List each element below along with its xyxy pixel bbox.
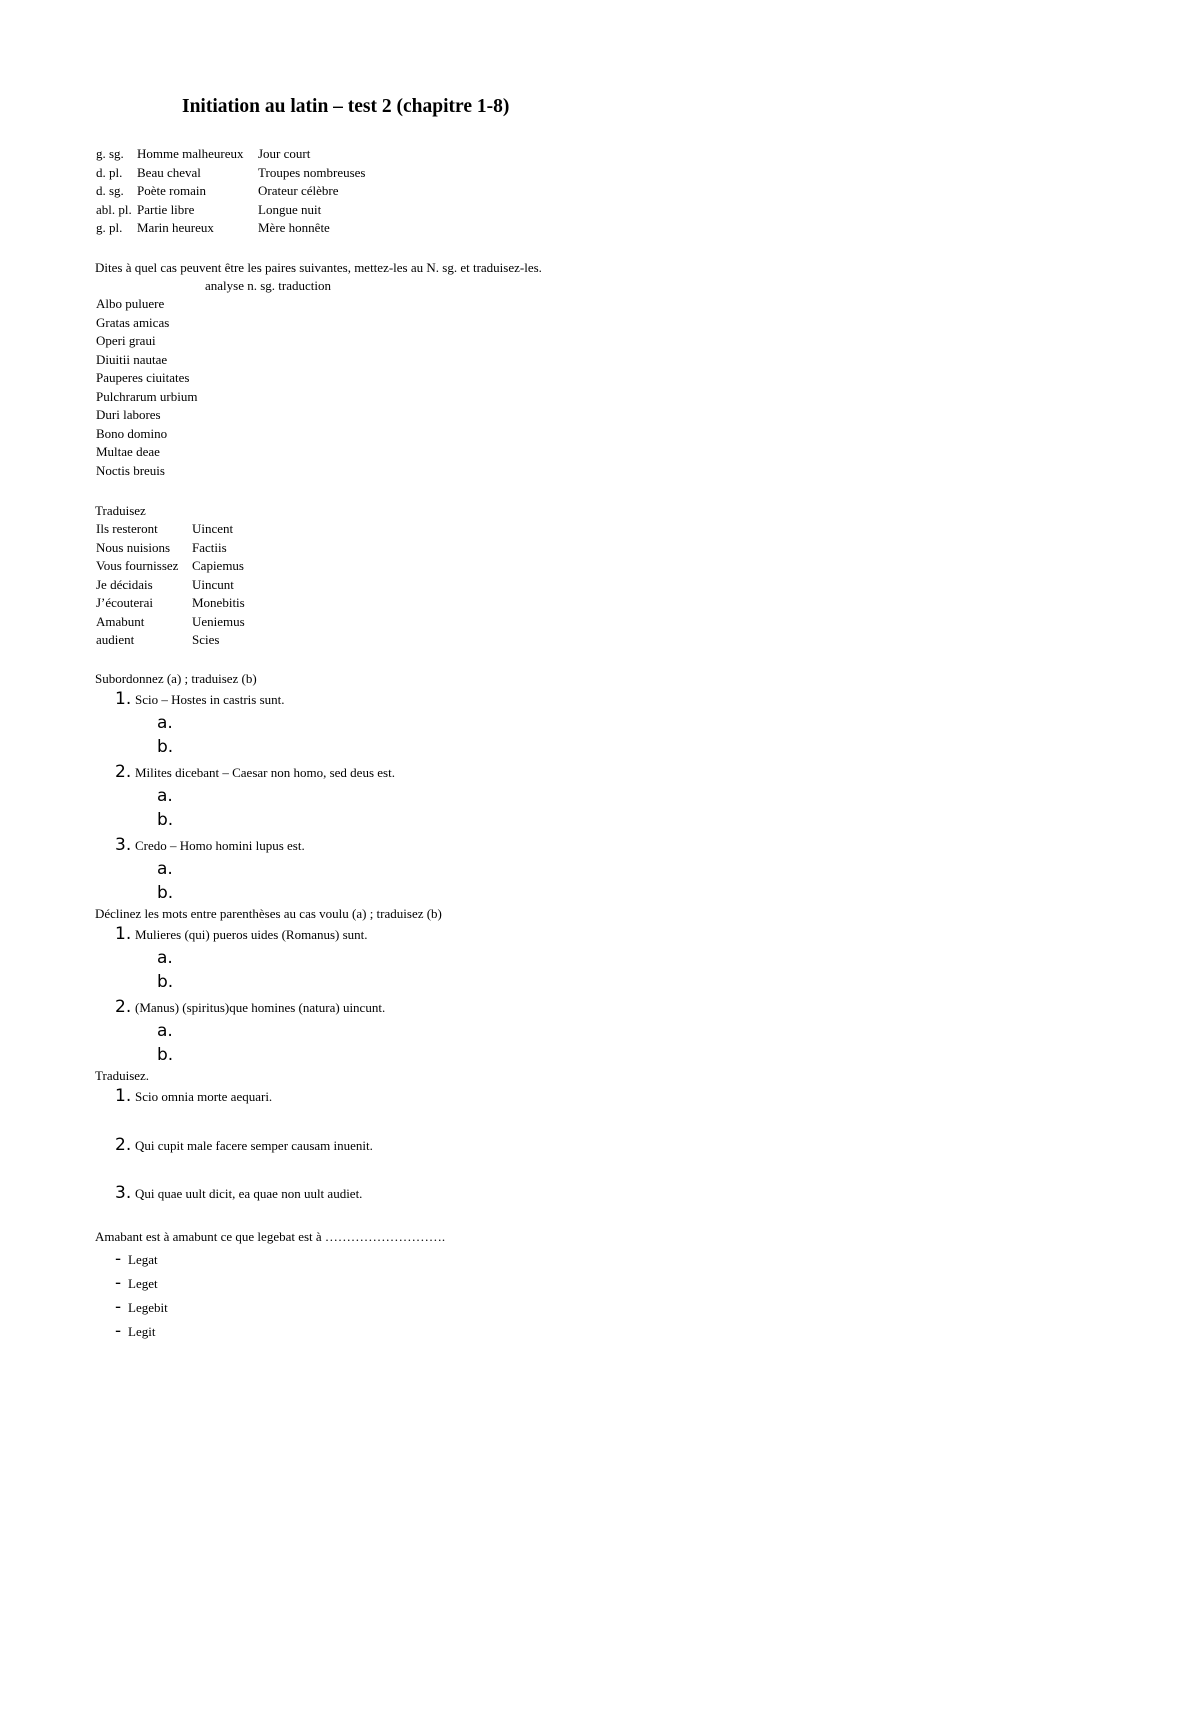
noun-phrase: Jour court [258, 146, 311, 161]
item-number: 2. [115, 1135, 132, 1155]
translation-item [115, 1087, 272, 1107]
answer-b: b. [157, 1045, 174, 1065]
analogy-question: Amabant est à amabunt ce que legebat est à ………………………. [95, 1229, 446, 1244]
list-item: Duri labores [96, 407, 161, 422]
subordination-item [115, 763, 395, 783]
answer-a: a. [157, 1021, 173, 1041]
pairs-column-headers: analyse n. sg. traduction [205, 278, 331, 293]
list-item: Pulchrarum urbium [96, 388, 198, 404]
french-form: Vous fournissez [96, 558, 179, 573]
item-number: 2. [115, 997, 132, 1017]
latin-form: Uincunt [192, 576, 234, 592]
french-form: J’écouterai [96, 595, 154, 610]
noun-phrase: Beau cheval [137, 164, 201, 180]
list-item: Diuitii nautae [96, 351, 168, 367]
table-row [96, 631, 245, 650]
table-row [96, 164, 366, 183]
answer-a: a. [157, 786, 173, 806]
analogy-option [115, 1322, 155, 1342]
item-text: Scio omnia morte aequari. [135, 1089, 273, 1104]
case-label: g. pl. [96, 220, 123, 235]
table-row [96, 219, 366, 238]
subordination-item [115, 690, 285, 710]
latin-form: Factiis [192, 539, 227, 555]
table-row [96, 182, 366, 201]
page-title: Initiation au latin – test 2 (chapitre 1-8) [182, 96, 510, 117]
option-text: Legat [128, 1252, 158, 1267]
noun-phrase: Mère honnête [258, 220, 330, 235]
translation-item [115, 1136, 373, 1156]
item-number: 1. [115, 689, 132, 709]
answer-b: b. [157, 737, 174, 757]
item-text: Qui cupit male facere semper causam inuenit. [135, 1138, 373, 1153]
latin-form: Scies [192, 632, 220, 647]
pairs-list [96, 295, 197, 480]
analogy-option [115, 1274, 158, 1294]
noun-phrase: Partie libre [137, 201, 195, 217]
table-row [96, 520, 245, 539]
answer-b: b. [157, 883, 174, 903]
answer-a: a. [157, 948, 173, 968]
item-text: Mulieres (qui) pueros uides (Romanus) sunt. [135, 927, 368, 942]
answer-b: b. [157, 972, 174, 992]
list-item: Albo puluere [96, 296, 165, 311]
item-number: 3. [115, 835, 132, 855]
latin-form: Capiemus [192, 558, 244, 573]
dash-bullet: - [115, 1273, 122, 1293]
french-form: Ils resteront [96, 521, 158, 536]
french-form: Je décidais [96, 576, 153, 592]
dash-bullet: - [115, 1297, 122, 1317]
latin-form: Monebitis [192, 595, 245, 610]
noun-phrase: Orateur célèbre [258, 183, 339, 198]
list-item: Pauperes ciuitates [96, 370, 190, 385]
translation-item [115, 1184, 362, 1204]
table-row [96, 576, 245, 595]
analogy-option [115, 1250, 158, 1270]
list-item: Noctis breuis [96, 462, 165, 478]
list-item: Multae deae [96, 444, 160, 459]
conjugation-table [96, 520, 245, 650]
noun-phrase: Homme malheureux [137, 146, 244, 161]
item-text: Scio – Hostes in castris sunt. [135, 692, 285, 707]
table-row [96, 594, 245, 613]
declension-item [115, 998, 385, 1018]
conjugation-heading: Traduisez [95, 503, 146, 518]
item-number: 3. [115, 1183, 132, 1203]
item-text: Qui quae uult dicit, ea quae non uult audiet. [135, 1186, 363, 1201]
pairs-instruction: Dites à quel cas peuvent être les paires suivantes, mettez-les au N. sg. et traduisez-les. [95, 260, 542, 275]
case-label: abl. pl. [96, 201, 132, 217]
option-text: Leget [128, 1276, 158, 1291]
answer-a: a. [157, 859, 173, 879]
translation-heading: Traduisez. [95, 1068, 150, 1083]
item-text: Milites dicebant – Caesar non homo, sed deus est. [135, 765, 395, 780]
table-row [96, 539, 245, 558]
noun-phrase: Marin heureux [137, 220, 214, 235]
declension-item [115, 925, 368, 945]
noun-phrase: Poète romain [137, 183, 206, 198]
analogy-option [115, 1298, 168, 1318]
case-label: g. sg. [96, 146, 124, 161]
table-row [96, 557, 245, 576]
item-number: 1. [115, 1086, 132, 1106]
list-item: Bono domino [96, 425, 168, 441]
item-number: 2. [115, 762, 132, 782]
item-number: 1. [115, 924, 132, 944]
declension-parens-heading: Déclinez les mots entre parenthèses au cas voulu (a) ; traduisez (b) [95, 906, 442, 921]
case-label: d. sg. [96, 183, 124, 198]
case-label: d. pl. [96, 164, 123, 180]
french-form: Amabunt [96, 613, 145, 629]
dash-bullet: - [115, 1249, 122, 1269]
answer-b: b. [157, 810, 174, 830]
french-form: audient [96, 632, 135, 647]
latin-form: Ueniemus [192, 613, 245, 629]
subordination-heading: Subordonnez (a) ; traduisez (b) [95, 671, 257, 686]
latin-form: Uincent [192, 521, 234, 536]
item-text: Credo – Homo homini lupus est. [135, 838, 305, 853]
list-item: Operi graui [96, 333, 156, 348]
answer-a: a. [157, 713, 173, 733]
dash-bullet: - [115, 1321, 122, 1341]
item-text: (Manus) (spiritus)que homines (natura) uincunt. [135, 1000, 386, 1015]
noun-phrase: Troupes nombreuses [258, 164, 366, 180]
french-form: Nous nuisions [96, 539, 171, 555]
table-row [96, 145, 366, 164]
noun-phrase: Longue nuit [258, 201, 322, 217]
table-row [96, 201, 366, 220]
list-item: Gratas amicas [96, 314, 170, 330]
subordination-item [115, 836, 305, 856]
table-row [96, 613, 245, 632]
option-text: Legebit [128, 1300, 168, 1315]
declension-table [96, 145, 366, 238]
option-text: Legit [128, 1324, 156, 1339]
